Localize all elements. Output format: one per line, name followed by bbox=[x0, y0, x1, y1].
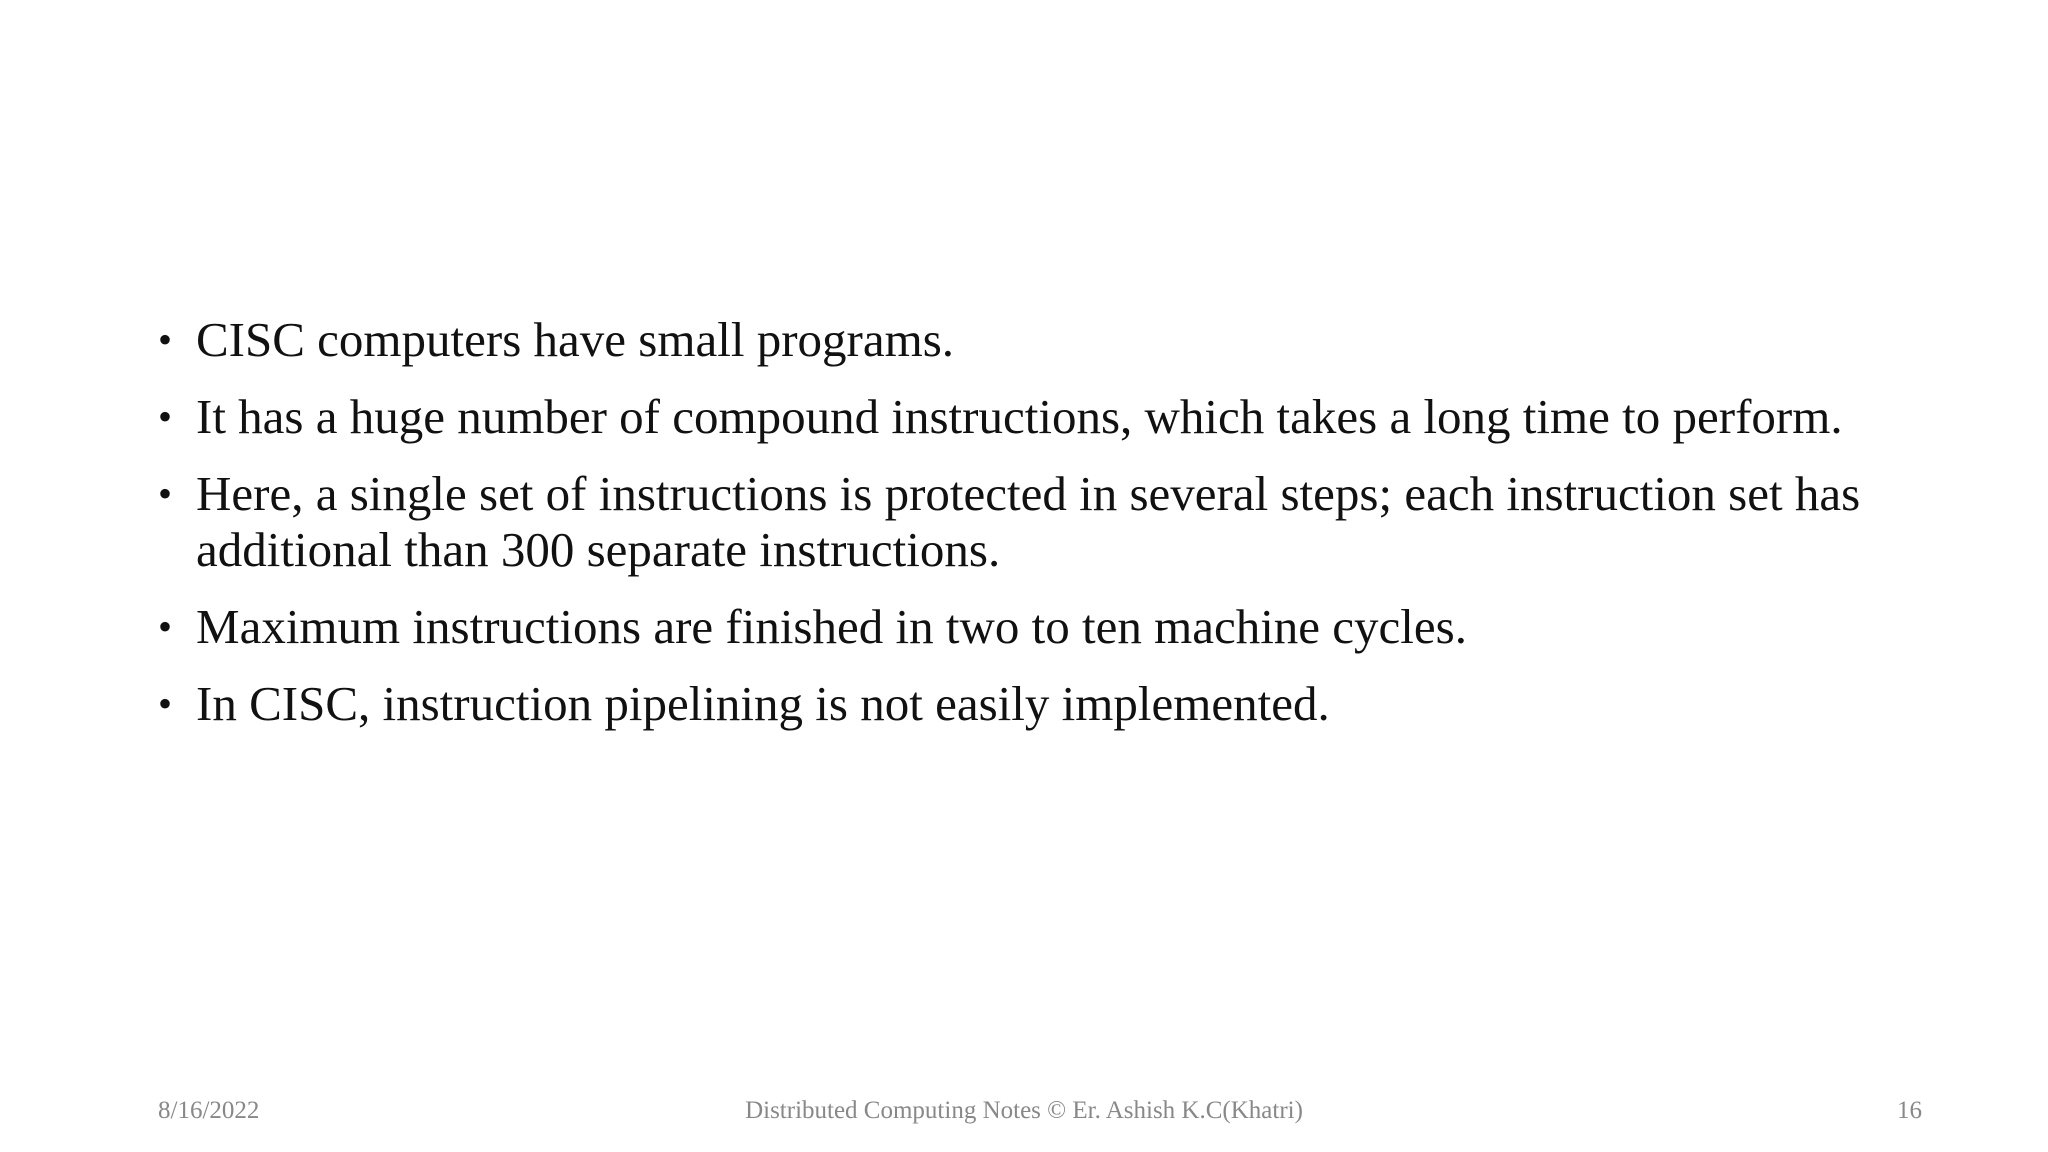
bullet-icon: • bbox=[158, 317, 173, 362]
bullet-text: CISC computers have small programs. bbox=[196, 312, 955, 367]
bullet-item bbox=[158, 676, 1918, 732]
footer-date: 8/16/2022 bbox=[158, 1097, 260, 1124]
bullet-text: Maximum instructions are finished in two to ten machine cycles. bbox=[196, 599, 1467, 654]
bullet-item bbox=[158, 389, 1918, 445]
slide-number: 16 bbox=[1897, 1097, 1922, 1124]
bullet-icon: • bbox=[158, 471, 173, 516]
footer-title: Distributed Computing Notes © Er. Ashish K.C(Khatri) bbox=[745, 1097, 1303, 1124]
bullet-icon: • bbox=[158, 394, 173, 439]
bullet-text: It has a huge number of compound instructions, which takes a long time to perform. bbox=[196, 389, 1843, 444]
bullet-item bbox=[158, 599, 1918, 655]
bullet-item bbox=[158, 312, 1918, 368]
bullet-icon: • bbox=[158, 604, 173, 649]
bullet-text: Here, a single set of instructions is protected in several steps; each instruction set has additional than 300 separate instructions. bbox=[196, 466, 1861, 577]
bullet-item bbox=[158, 466, 1918, 578]
bullet-icon: • bbox=[158, 681, 173, 726]
bullet-list bbox=[158, 312, 1918, 753]
bullet-text: In CISC, instruction pipelining is not easily implemented. bbox=[196, 676, 1330, 731]
